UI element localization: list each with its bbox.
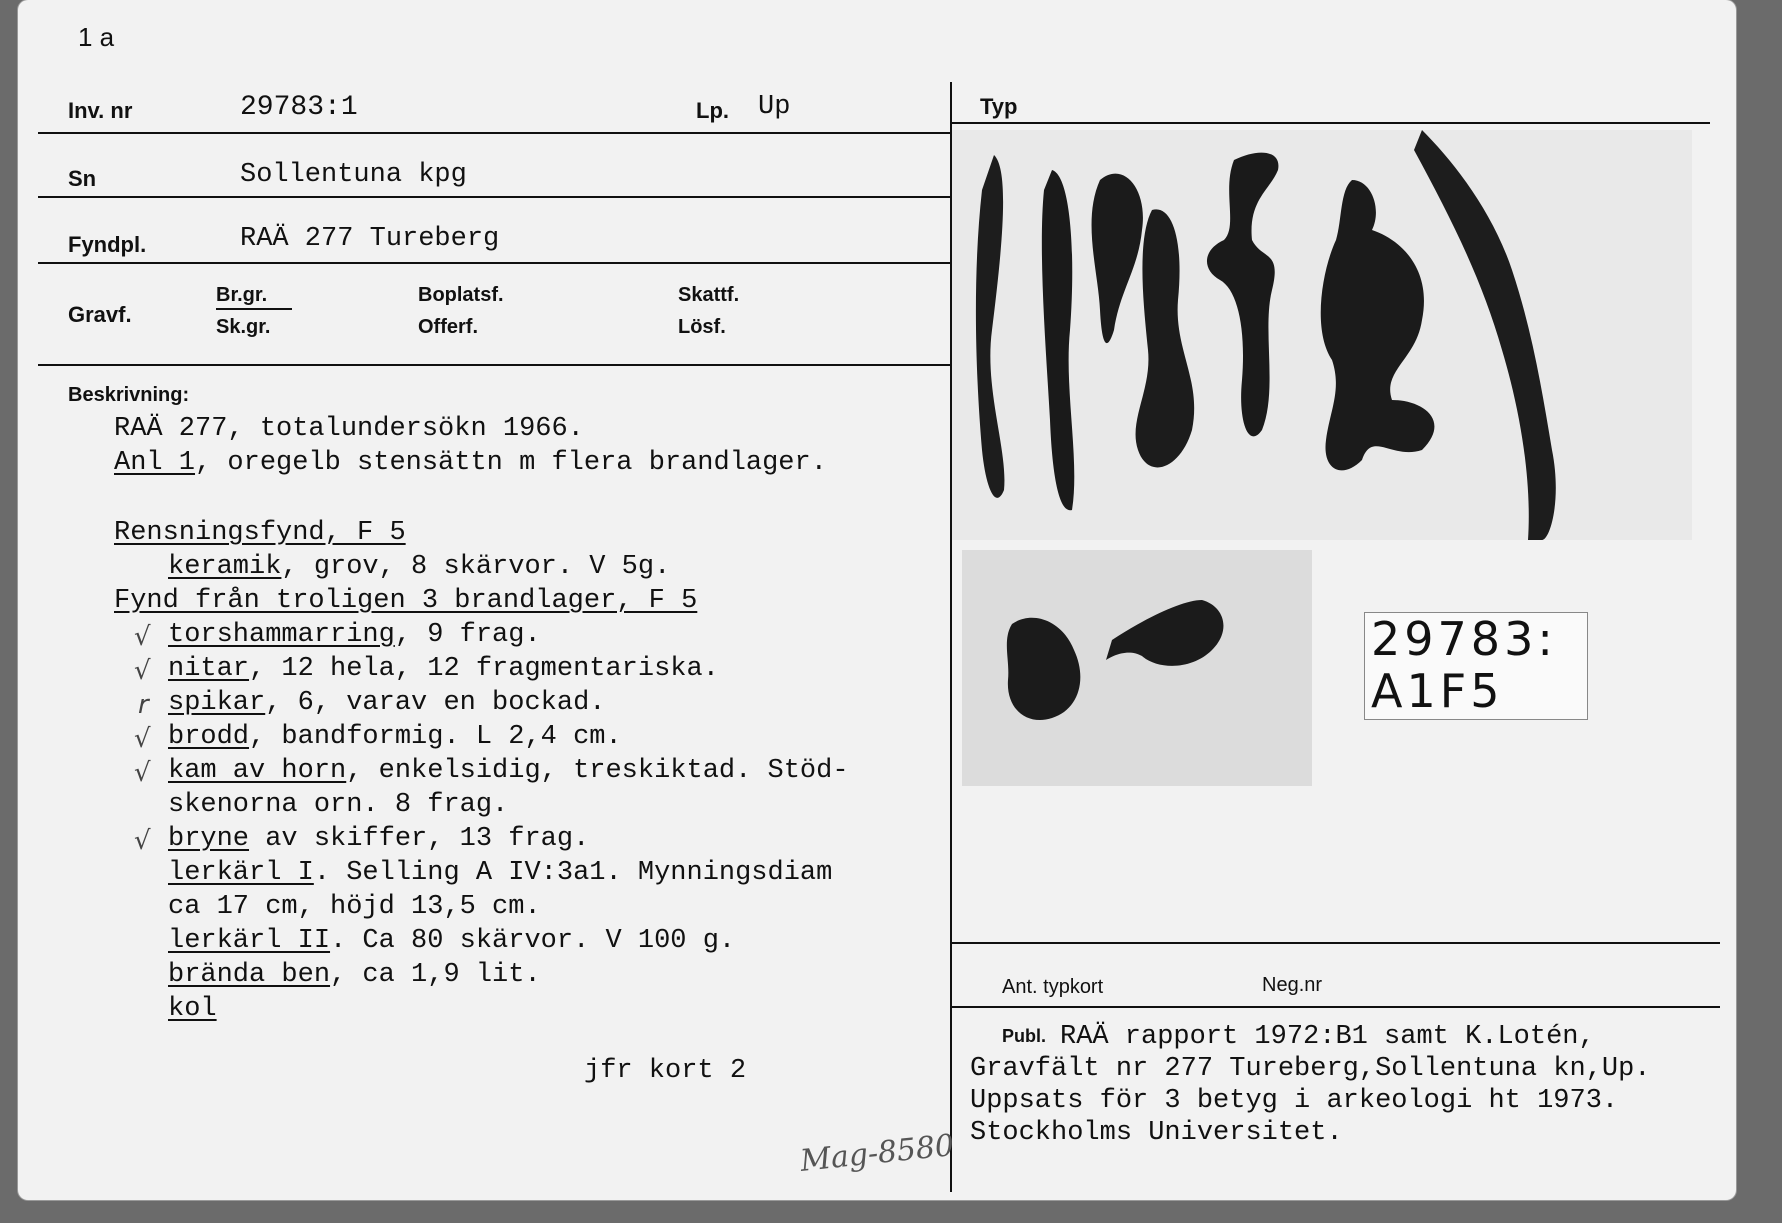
rule-typ	[950, 122, 1710, 124]
photo-label-tag	[1364, 612, 1588, 720]
desc-line-15: lerkärl II. Ca 80 skärvor. V 100 g.	[168, 926, 736, 956]
artifact-photo-main	[952, 130, 1692, 540]
rule-ant	[950, 942, 1720, 944]
artifact-photo-main-image	[952, 130, 1692, 540]
publ-line-2: Gravfält nr 277 Tureberg,Sollentuna kn,Up.	[970, 1054, 1651, 1084]
publ-line-3: Uppsats för 3 betyg i arkeologi ht 1973.	[970, 1086, 1619, 1116]
desc-line-16: brända ben, ca 1,9 lit.	[168, 960, 541, 990]
checkmark-1: √	[134, 622, 151, 652]
inv-value: 29783:1	[240, 92, 358, 123]
photo-tag-line-1: 29783:	[1371, 612, 1557, 666]
desc-line-13: lerkärl I. Selling A IV:3a1. Mynningsdiam	[168, 858, 833, 888]
desc-line-9: brodd, bandformig. L 2,4 cm.	[168, 722, 622, 752]
card-corner-number: 1 a	[78, 22, 115, 52]
desc-line-14: ca 17 cm, höjd 13,5 cm.	[168, 892, 541, 922]
artifact-photo-small-image	[962, 550, 1312, 786]
typ-label: Typ	[980, 94, 1018, 119]
beskrivning-label: Beskrivning:	[68, 384, 190, 406]
desc-line-3: Rensningsfynd, F 5	[114, 518, 406, 548]
gravf-label: Gravf.	[68, 302, 132, 327]
sn-label: Sn	[68, 166, 97, 191]
rule-inv	[38, 132, 950, 134]
lp-value: Up	[758, 92, 791, 122]
rule-fyndpl	[38, 262, 950, 264]
desc-line-1: RAÄ 277, totalundersökn 1966.	[114, 414, 584, 444]
neg-nr-label: Neg.nr	[1262, 974, 1323, 996]
checkmark-3: r	[138, 690, 149, 720]
fyndpl-value: RAÄ 277 Tureberg	[240, 224, 500, 254]
catalog-card	[18, 0, 1736, 1200]
skgr-label: Sk.gr.	[216, 316, 271, 338]
desc-line-4: keramik, grov, 8 skärvor. V 5g.	[168, 552, 671, 582]
desc-line-7: nitar, 12 hela, 12 fragmentariska.	[168, 654, 719, 684]
desc-line-10: kam av horn, enkelsidig, treskiktad. Stöd-	[168, 756, 849, 786]
ant-typkort-label: Ant. typkort	[1002, 976, 1104, 998]
desc-line-5: Fynd från troligen 3 brandlager, F 5	[114, 586, 698, 616]
photo-tag-line-2: A1F5	[1371, 664, 1504, 718]
inv-label: Inv. nr	[68, 98, 133, 123]
checkmark-6: √	[134, 826, 151, 856]
desc-line-2: Anl 1, oregelb stensättn m flera brandlager.	[114, 448, 827, 478]
rule-gravf	[38, 364, 950, 366]
handwritten-note: Mag-8580	[798, 1128, 956, 1179]
desc-line-17: kol	[168, 994, 217, 1024]
losf-label: Lösf.	[678, 316, 726, 338]
artifact-photo-small	[962, 550, 1312, 786]
checkmark-2: √	[134, 656, 151, 686]
publ-label: Publ.	[1002, 1026, 1046, 1046]
offerf-label: Offerf.	[418, 316, 478, 338]
brgr-underline	[216, 308, 292, 310]
sn-value: Sollentuna kpg	[240, 160, 467, 190]
desc-line-6: torshammarring, 9 frag.	[168, 620, 541, 650]
desc-anl: Anl 1	[114, 448, 196, 478]
desc-line-12: bryne av skiffer, 13 frag.	[168, 824, 590, 854]
jfr-note: jfr kort 2	[584, 1056, 747, 1086]
desc-line-11: skenorna orn. 8 frag.	[168, 790, 509, 820]
rule-sn	[38, 196, 950, 198]
fyndpl-label: Fyndpl.	[68, 232, 147, 257]
skattf-label: Skattf.	[678, 284, 740, 306]
checkmark-5: √	[134, 758, 151, 788]
boplatsf-label: Boplatsf.	[418, 284, 504, 306]
lp-label: Lp.	[696, 98, 729, 123]
publ-line-4: Stockholms Universitet.	[970, 1118, 1343, 1148]
desc-line-8: spikar, 6, varav en bockad.	[168, 688, 606, 718]
brgr-label: Br.gr.	[216, 284, 268, 306]
publ-line-1: RAÄ rapport 1972:B1 samt K.Lotén,	[1060, 1022, 1595, 1052]
checkmark-4: √	[134, 724, 151, 754]
rule-neg	[950, 1006, 1720, 1008]
